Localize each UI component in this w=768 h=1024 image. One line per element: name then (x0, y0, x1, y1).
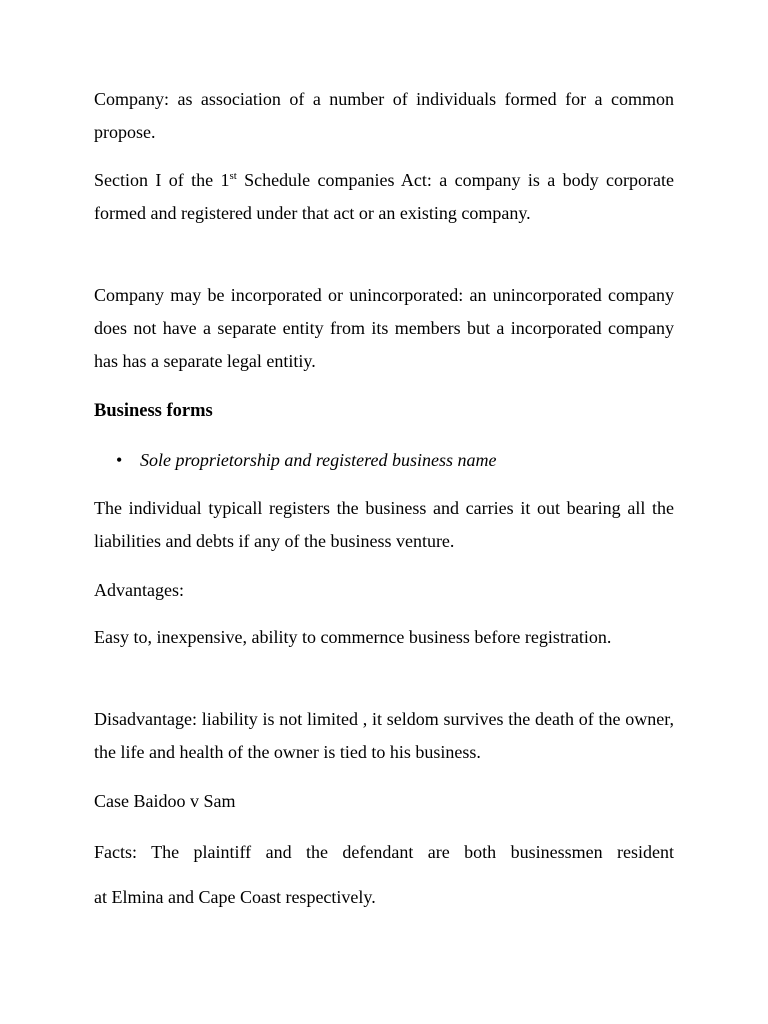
bullet-item (116, 444, 496, 477)
section-one-text-start: Section I of the 1 (94, 170, 230, 190)
bullet-icon: • (116, 450, 123, 470)
section-one-text-end: Schedule companies Act: a company is a body corporate formed and registered under that act or an existing company. (94, 170, 674, 223)
case-title: Case Baidoo v Sam (94, 791, 236, 811)
company-definition-paragraph: Company: as association of a number of individuals formed for a common propose. (94, 89, 674, 142)
advantages-label: Advantages: (94, 580, 184, 600)
disadvantage-paragraph: Disadvantage: liability is not limited , it seldom survives the death of the owner, the life and health of the owner is tied to his business. (94, 709, 674, 762)
facts-paragraph-line1: Facts: The plaintiff and the defendant are both businessmen resident (94, 842, 674, 862)
bullet-item-text: Sole proprietorship and registered business name (140, 450, 497, 470)
sole-proprietor-description: The individual typicall registers the business and carries it out bearing all the liabilities and debts if any of the business venture. (94, 498, 674, 551)
superscript-st: st (229, 170, 237, 182)
advantages-paragraph: Easy to, inexpensive, ability to commernce business before registration. (94, 627, 612, 647)
facts-paragraph-line2: at Elmina and Cape Coast respectively. (94, 887, 376, 907)
business-forms-heading: Business forms (94, 401, 213, 421)
incorporation-paragraph: Company may be incorporated or unincorporated: an unincorporated company does not have a separate entity from its members but a incorporated company has has a separate legal entitiy. (94, 285, 674, 371)
section-one-paragraph (94, 164, 674, 230)
